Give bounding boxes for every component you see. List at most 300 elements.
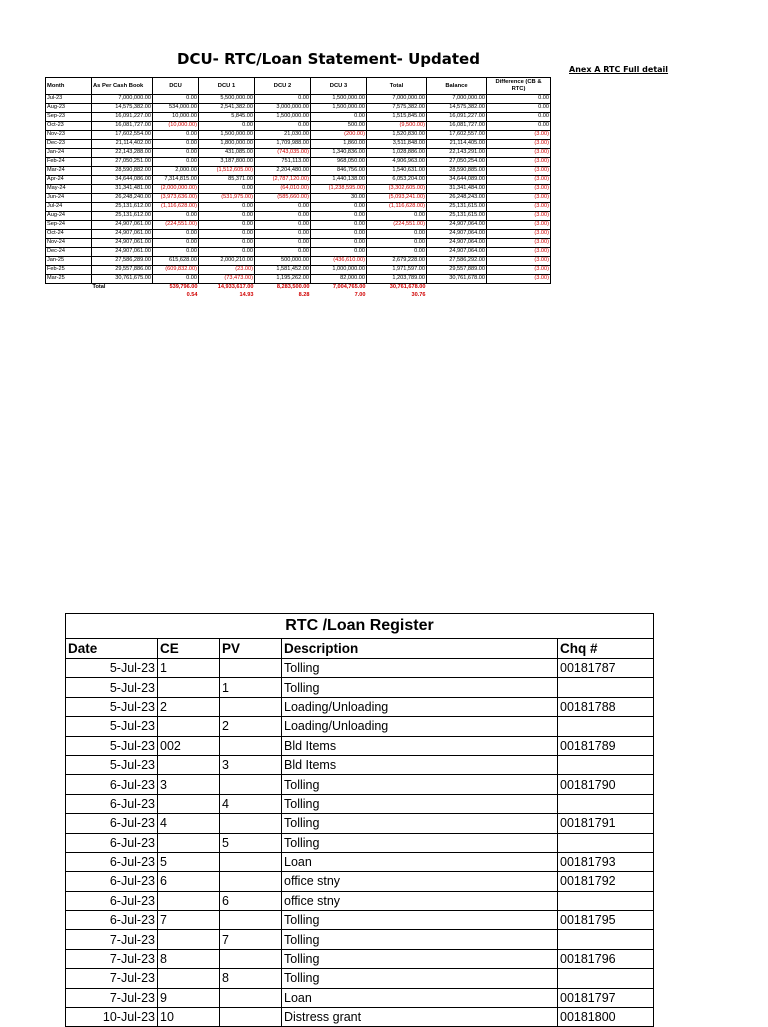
reg-cell-date: 5-Jul-23	[66, 697, 158, 716]
cell-total: 1,515,845.00	[367, 113, 427, 122]
statement-row	[46, 158, 551, 167]
cell-dcu: 0.00	[153, 230, 199, 239]
reg-cell-chq: 00181789	[558, 736, 654, 755]
statement-row	[46, 122, 551, 131]
cell-balance: 14,575,382.00	[427, 104, 487, 113]
register-table	[65, 613, 654, 1027]
register-row	[66, 969, 654, 988]
cell-dcu2: 0.00	[255, 221, 311, 230]
reg-cell-date: 5-Jul-23	[66, 678, 158, 697]
cell-dcu1: (531,975.00)	[199, 194, 255, 203]
reg-cell-description: Loading/Unloading	[282, 717, 558, 736]
statement-row	[46, 257, 551, 266]
annex-link[interactable]: Anex A RTC Full detail	[569, 65, 669, 74]
register-row	[66, 1008, 654, 1027]
cell-cash-book: 30,761,675.00	[92, 275, 153, 284]
cell-total: 7,000,000.00	[367, 95, 427, 104]
reg-cell-ce	[158, 930, 220, 949]
cell-dcu: 615,628.00	[153, 257, 199, 266]
reg-cell-chq: 00181796	[558, 949, 654, 968]
cell-dcu1: 431,085.00	[199, 149, 255, 158]
cell-dcu1: (1,512,605.00)	[199, 167, 255, 176]
total-total: 30,761,678.00	[367, 284, 427, 293]
register-row	[66, 852, 654, 871]
reg-cell-description: Tolling	[282, 911, 558, 930]
reg-cell-date: 5-Jul-23	[66, 736, 158, 755]
reg-cell-chq	[558, 755, 654, 774]
reg-cell-description: Loan	[282, 988, 558, 1007]
reg-cell-description: Loading/Unloading	[282, 697, 558, 716]
cell-difference: (3.00)	[487, 266, 551, 275]
reg-header-ce: CE	[158, 639, 220, 659]
reg-cell-chq: 00181793	[558, 852, 654, 871]
cell-month: Mar-24	[46, 167, 92, 176]
cell-dcu: 0.00	[153, 140, 199, 149]
statement-row	[46, 239, 551, 248]
cell-dcu: 0.00	[153, 95, 199, 104]
cell-balance: 30,761,678.00	[427, 275, 487, 284]
cell-dcu3: 1,340,836.00	[311, 149, 367, 158]
reg-cell-chq: 00181795	[558, 911, 654, 930]
cell-cash-book: 16,091,227.00	[92, 113, 153, 122]
reg-cell-date: 5-Jul-23	[66, 755, 158, 774]
cell-dcu2: 21,030.00	[255, 131, 311, 140]
reg-cell-chq: 00181788	[558, 697, 654, 716]
cell-total: (5,093,241.00)	[367, 194, 427, 203]
cell-dcu2: 2,204,480.00	[255, 167, 311, 176]
cell-month: Sep-23	[46, 113, 92, 122]
statement-row	[46, 221, 551, 230]
reg-cell-description: Distress grant	[282, 1008, 558, 1027]
cell-total: 1,028,886.00	[367, 149, 427, 158]
cell-total: 0.00	[367, 230, 427, 239]
cell-dcu3: 82,000.00	[311, 275, 367, 284]
cell-total: 4,906,963.00	[367, 158, 427, 167]
cell-cash-book: 17,602,554.00	[92, 131, 153, 140]
cell-balance: 25,131,615.00	[427, 212, 487, 221]
col-header-dcu3: DCU 3	[311, 78, 367, 95]
reg-cell-description: office stny	[282, 891, 558, 910]
cell-dcu1: 3,187,800.00	[199, 158, 255, 167]
reg-cell-description: Tolling	[282, 833, 558, 852]
cell-dcu: 0.00	[153, 212, 199, 221]
cell-dcu1: 1,500,000.00	[199, 131, 255, 140]
cell-total: 1,540,631.00	[367, 167, 427, 176]
cell-dcu2: 1,500,000.00	[255, 113, 311, 122]
cell-month: Dec-24	[46, 248, 92, 257]
cell-dcu3: 1,500,000.00	[311, 104, 367, 113]
reg-cell-ce: 2	[158, 697, 220, 716]
register-row	[66, 755, 654, 774]
cell-dcu: 10,000.00	[153, 113, 199, 122]
cell-month: Dec-23	[46, 140, 92, 149]
cell-cash-book: 27,050,251.00	[92, 158, 153, 167]
reg-cell-ce: 10	[158, 1008, 220, 1027]
cell-dcu1: (73,473.00)	[199, 275, 255, 284]
cell-dcu2: (64,010.00)	[255, 185, 311, 194]
reg-cell-ce: 6	[158, 872, 220, 891]
reg-cell-date: 6-Jul-23	[66, 775, 158, 794]
cell-dcu: (2,000,000.00)	[153, 185, 199, 194]
reg-cell-chq	[558, 833, 654, 852]
cell-dcu2: 1,195,262.00	[255, 275, 311, 284]
cell-difference: (3.00)	[487, 194, 551, 203]
reg-cell-date: 7-Jul-23	[66, 988, 158, 1007]
cell-month: Sep-24	[46, 221, 92, 230]
cell-total: 1,520,830.00	[367, 131, 427, 140]
cell-cash-book: 22,143,288.00	[92, 149, 153, 158]
statement-row	[46, 95, 551, 104]
reg-cell-pv: 5	[220, 833, 282, 852]
cell-difference: 0.00	[487, 95, 551, 104]
cell-dcu: 0.00	[153, 248, 199, 257]
cell-difference: 0.00	[487, 122, 551, 131]
cell-balance: 34,644,089.00	[427, 176, 487, 185]
reg-cell-date: 6-Jul-23	[66, 794, 158, 813]
statement-row	[46, 185, 551, 194]
reg-header-pv: PV	[220, 639, 282, 659]
reg-cell-pv: 6	[220, 891, 282, 910]
cell-month: Aug-24	[46, 212, 92, 221]
cell-difference: (3.00)	[487, 131, 551, 140]
statement-row	[46, 212, 551, 221]
reg-cell-date: 6-Jul-23	[66, 891, 158, 910]
cell-cash-book: 24,907,061.00	[92, 230, 153, 239]
total-dcu1: 14,933,617.00	[199, 284, 255, 293]
ratio-dcu2: 8.28	[298, 292, 310, 299]
cell-balance: 24,907,064.00	[427, 221, 487, 230]
statement-row	[46, 266, 551, 275]
statement-title: DCU- RTC/Loan Statement- Updated	[177, 50, 480, 68]
reg-cell-chq	[558, 969, 654, 988]
cell-dcu2: 751,113.00	[255, 158, 311, 167]
cell-month: May-24	[46, 185, 92, 194]
register-row	[66, 794, 654, 813]
reg-cell-date: 10-Jul-23	[66, 1008, 158, 1027]
cell-dcu1: 2,000,210.00	[199, 257, 255, 266]
cell-dcu2: 0.00	[255, 122, 311, 131]
reg-cell-chq	[558, 794, 654, 813]
cell-balance: 17,602,557.00	[427, 131, 487, 140]
reg-cell-description: Bld Items	[282, 736, 558, 755]
reg-cell-ce: 5	[158, 852, 220, 871]
reg-cell-ce: 8	[158, 949, 220, 968]
cell-balance: 21,114,405.00	[427, 140, 487, 149]
cell-dcu1: 5,845.00	[199, 113, 255, 122]
cell-cash-book: 27,586,289.00	[92, 257, 153, 266]
cell-dcu: (10,000.00)	[153, 122, 199, 131]
cell-cash-book: 29,557,886.00	[92, 266, 153, 275]
col-header-dcu2: DCU 2	[255, 78, 311, 95]
reg-cell-description: Tolling	[282, 678, 558, 697]
statement-row	[46, 194, 551, 203]
cell-dcu3: 500.00	[311, 122, 367, 131]
reg-cell-description: office stny	[282, 872, 558, 891]
reg-cell-description: Tolling	[282, 969, 558, 988]
total-dcu: 539,796.00	[153, 284, 199, 293]
cell-dcu: 0.00	[153, 158, 199, 167]
cell-dcu: (1,116,628.00)	[153, 203, 199, 212]
cell-cash-book: 28,590,882.00	[92, 167, 153, 176]
cell-month: Aug-23	[46, 104, 92, 113]
reg-cell-ce	[158, 833, 220, 852]
reg-cell-chq	[558, 678, 654, 697]
cell-dcu2: 0.00	[255, 95, 311, 104]
reg-cell-date: 6-Jul-23	[66, 814, 158, 833]
cell-difference: (3.00)	[487, 185, 551, 194]
cell-balance: 16,081,727.00	[427, 122, 487, 131]
register-row	[66, 678, 654, 697]
cell-dcu: 0.00	[153, 275, 199, 284]
reg-cell-chq	[558, 930, 654, 949]
cell-total: 0.00	[367, 239, 427, 248]
reg-cell-chq: 00181790	[558, 775, 654, 794]
cell-month: Jun-24	[46, 194, 92, 203]
reg-cell-description: Tolling	[282, 949, 558, 968]
cell-month: Jul-23	[46, 95, 92, 104]
reg-cell-pv	[220, 852, 282, 871]
cell-total: 3,511,848.00	[367, 140, 427, 149]
reg-cell-pv	[220, 911, 282, 930]
reg-cell-description: Tolling	[282, 775, 558, 794]
register-row	[66, 814, 654, 833]
reg-cell-ce: 9	[158, 988, 220, 1007]
reg-cell-date: 6-Jul-23	[66, 872, 158, 891]
cell-month: Feb-24	[46, 158, 92, 167]
cell-cash-book: 25,131,612.00	[92, 212, 153, 221]
reg-cell-chq: 00181792	[558, 872, 654, 891]
cell-cash-book: 7,000,000.00	[92, 95, 153, 104]
statement-row	[46, 167, 551, 176]
statement-row	[46, 176, 551, 185]
register-row	[66, 988, 654, 1007]
cell-cash-book: 14,575,382.00	[92, 104, 153, 113]
col-header-difference: Difference (CB & RTC)	[487, 78, 551, 95]
cell-difference: (3.00)	[487, 140, 551, 149]
cell-dcu1: 0.00	[199, 248, 255, 257]
cell-dcu3: 0.00	[311, 248, 367, 257]
cell-balance: 27,586,292.00	[427, 257, 487, 266]
cell-total: 2,679,228.00	[367, 257, 427, 266]
register-row	[66, 911, 654, 930]
cell-dcu: 0.00	[153, 239, 199, 248]
cell-month: Nov-24	[46, 239, 92, 248]
reg-cell-ce	[158, 755, 220, 774]
cell-difference: (3.00)	[487, 203, 551, 212]
cell-total: (1,116,628.00)	[367, 203, 427, 212]
cell-month: Jan-24	[46, 149, 92, 158]
reg-cell-pv: 2	[220, 717, 282, 736]
total-label: Total	[92, 284, 106, 291]
cell-balance: 7,000,000.00	[427, 95, 487, 104]
reg-cell-chq	[558, 717, 654, 736]
reg-cell-pv: 7	[220, 930, 282, 949]
cell-dcu1: (23.00)	[199, 266, 255, 275]
reg-header-description: Description	[282, 639, 558, 659]
col-header-dcu: DCU	[153, 78, 199, 95]
reg-cell-chq	[558, 891, 654, 910]
statement-row	[46, 248, 551, 257]
reg-cell-description: Tolling	[282, 814, 558, 833]
reg-cell-pv	[220, 814, 282, 833]
cell-dcu1: 0.00	[199, 185, 255, 194]
reg-cell-ce	[158, 794, 220, 813]
register-row	[66, 930, 654, 949]
cell-dcu2: 0.00	[255, 203, 311, 212]
col-header-balance: Balance	[427, 78, 487, 95]
register-header-row	[66, 639, 654, 659]
cell-cash-book: 34,644,086.00	[92, 176, 153, 185]
ratio-dcu3: 7.00	[354, 292, 366, 299]
reg-cell-ce: 1	[158, 659, 220, 678]
register-row	[66, 949, 654, 968]
register-row	[66, 775, 654, 794]
cell-month: Feb-25	[46, 266, 92, 275]
cell-dcu3: 0.00	[311, 203, 367, 212]
cell-difference: (3.00)	[487, 248, 551, 257]
reg-cell-ce	[158, 678, 220, 697]
reg-cell-date: 6-Jul-23	[66, 833, 158, 852]
reg-cell-chq: 00181800	[558, 1008, 654, 1027]
reg-cell-pv	[220, 775, 282, 794]
reg-cell-pv: 8	[220, 969, 282, 988]
cell-dcu2: 0.00	[255, 239, 311, 248]
ratio-dcu: 0.54	[186, 292, 198, 299]
reg-cell-ce	[158, 891, 220, 910]
reg-cell-date: 7-Jul-23	[66, 969, 158, 988]
statement-row	[46, 230, 551, 239]
cell-balance: 22,143,291.00	[427, 149, 487, 158]
cell-dcu1: 0.00	[199, 239, 255, 248]
reg-cell-date: 6-Jul-23	[66, 852, 158, 871]
cell-total: 6,053,204.00	[367, 176, 427, 185]
cell-difference: (3.00)	[487, 275, 551, 284]
reg-cell-ce: 002	[158, 736, 220, 755]
cell-month: Oct-24	[46, 230, 92, 239]
cell-month: Oct-23	[46, 122, 92, 131]
total-dcu2: 8,283,500.00	[255, 284, 311, 293]
reg-cell-description: Loan	[282, 852, 558, 871]
register-row	[66, 872, 654, 891]
statement-header-row	[46, 78, 551, 95]
cell-dcu3: 0.00	[311, 230, 367, 239]
cell-cash-book: 25,131,612.00	[92, 203, 153, 212]
reg-cell-ce: 3	[158, 775, 220, 794]
cell-dcu2: 0.00	[255, 230, 311, 239]
reg-cell-pv	[220, 736, 282, 755]
ratio-total: 30.76	[411, 292, 426, 299]
statement-row	[46, 104, 551, 113]
cell-dcu3: 30.00	[311, 194, 367, 203]
cell-balance: 26,248,243.00	[427, 194, 487, 203]
cell-dcu3: 0.00	[311, 212, 367, 221]
col-header-dcu1: DCU 1	[199, 78, 255, 95]
cell-dcu3: (436,610.00)	[311, 257, 367, 266]
register-row	[66, 697, 654, 716]
cell-balance: 24,907,064.00	[427, 239, 487, 248]
cell-balance: 24,907,064.00	[427, 248, 487, 257]
statement-row	[46, 149, 551, 158]
cell-cash-book: 21,114,402.00	[92, 140, 153, 149]
cell-balance: 24,907,064.00	[427, 230, 487, 239]
cell-dcu2: 500,000.00	[255, 257, 311, 266]
cell-dcu3: 1,000,000.00	[311, 266, 367, 275]
cell-dcu3: 1,500,000.00	[311, 95, 367, 104]
cell-dcu: 7,314,815.00	[153, 176, 199, 185]
statement-row	[46, 140, 551, 149]
reg-cell-pv	[220, 949, 282, 968]
cell-dcu3: 846,756.00	[311, 167, 367, 176]
reg-header-chq: Chq #	[558, 639, 654, 659]
col-header-month: Month	[46, 78, 92, 95]
cell-dcu: (3,973,636.00)	[153, 194, 199, 203]
cell-month: Mar-25	[46, 275, 92, 284]
reg-cell-pv	[220, 697, 282, 716]
cell-dcu1: 5,500,000.00	[199, 95, 255, 104]
cell-dcu3: 1,860.00	[311, 140, 367, 149]
reg-cell-pv: 3	[220, 755, 282, 774]
cell-dcu2: (2,787,120.00)	[255, 176, 311, 185]
reg-cell-ce	[158, 969, 220, 988]
cell-total: 1,971,597.00	[367, 266, 427, 275]
reg-cell-description: Tolling	[282, 794, 558, 813]
cell-balance: 28,590,885.00	[427, 167, 487, 176]
reg-cell-description: Bld Items	[282, 755, 558, 774]
reg-cell-chq: 00181791	[558, 814, 654, 833]
cell-dcu3: 968,050.00	[311, 158, 367, 167]
statement-row	[46, 203, 551, 212]
cell-dcu2: 1,581,452.00	[255, 266, 311, 275]
register-row	[66, 833, 654, 852]
cell-total: 0.00	[367, 212, 427, 221]
cell-total: 7,575,382.00	[367, 104, 427, 113]
statement-row	[46, 113, 551, 122]
statement-ratio-row	[46, 292, 551, 300]
reg-cell-chq: 00181787	[558, 659, 654, 678]
cell-dcu1: 0.00	[199, 230, 255, 239]
reg-cell-description: Tolling	[282, 659, 558, 678]
cell-difference: (3.00)	[487, 239, 551, 248]
reg-cell-pv	[220, 988, 282, 1007]
cell-difference: (3.00)	[487, 167, 551, 176]
cell-dcu2: 1,709,988.00	[255, 140, 311, 149]
cell-total: (9,500.00)	[367, 122, 427, 131]
reg-cell-pv: 4	[220, 794, 282, 813]
cell-total: 1,203,789.00	[367, 275, 427, 284]
reg-cell-date: 6-Jul-23	[66, 911, 158, 930]
cell-difference: 0.00	[487, 104, 551, 113]
cell-balance: 27,050,254.00	[427, 158, 487, 167]
ratio-dcu1: 14.93	[239, 292, 254, 299]
cell-balance: 25,131,615.00	[427, 203, 487, 212]
statement-row	[46, 131, 551, 140]
cell-month: Jan-25	[46, 257, 92, 266]
register-row	[66, 891, 654, 910]
cell-month: Jul-24	[46, 203, 92, 212]
statement-table	[45, 77, 551, 300]
cell-dcu3: 0.00	[311, 113, 367, 122]
cell-dcu1: 1,800,000.00	[199, 140, 255, 149]
reg-cell-pv	[220, 659, 282, 678]
col-header-cash-book: As Per Cash Book	[92, 78, 153, 95]
reg-cell-pv: 1	[220, 678, 282, 697]
cell-dcu1: 0.00	[199, 122, 255, 131]
cell-dcu1: 0.00	[199, 203, 255, 212]
cell-dcu: (609,832.00)	[153, 266, 199, 275]
statement-row	[46, 275, 551, 284]
cell-cash-book: 26,248,240.00	[92, 194, 153, 203]
reg-cell-chq: 00181797	[558, 988, 654, 1007]
